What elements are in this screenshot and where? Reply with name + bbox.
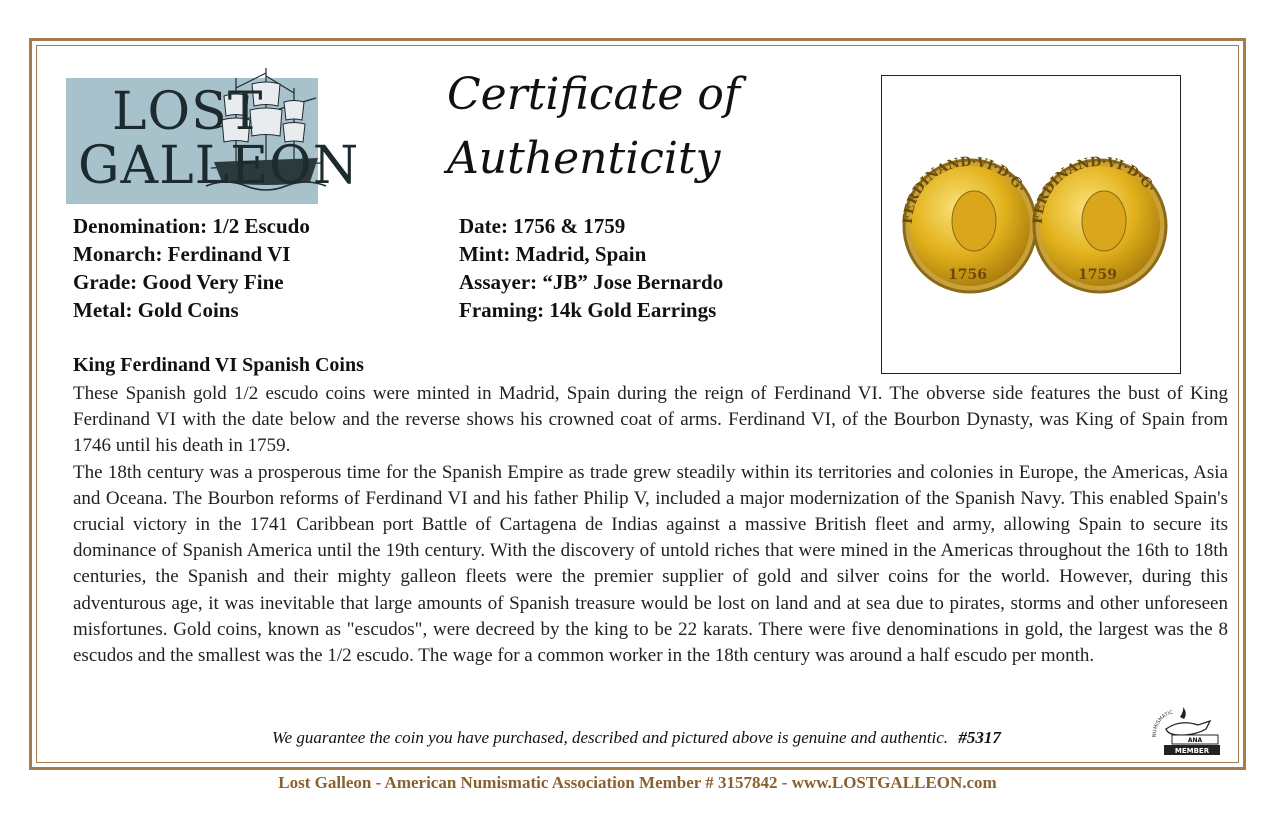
fact-metal: Metal: Gold Coins <box>73 298 239 322</box>
ana-label-bottom: MEMBER <box>1174 747 1210 755</box>
fact-mint: Mint: Madrid, Spain <box>459 242 647 266</box>
logo-text-galleon: GALLEON <box>78 136 360 196</box>
coin-left-date: 1756 <box>948 267 987 283</box>
fact-denomination: Denomination: 1/2 Escudo <box>73 214 310 238</box>
coin-earrings-image <box>882 76 1180 373</box>
title-line-2: Authenticity <box>447 133 721 184</box>
ana-label-top: ANA <box>1187 737 1203 744</box>
fact-framing: Framing: 14k Gold Earrings <box>459 298 717 322</box>
section-heading: King Ferdinand VI Spanish Coins <box>73 354 364 376</box>
ana-lamp-icon <box>1150 707 1222 757</box>
title-line-1: Certificate of <box>447 69 741 120</box>
coin-right-legend: FERDINAND·VI·D·G· <box>1030 154 1159 225</box>
coin-right <box>1031 155 1166 292</box>
fact-assayer: Assayer: “JB” Jose Bernardo <box>459 270 724 294</box>
footer-text: Lost Galleon - American Numismatic Association Member # 3157842 - www.LOSTGALLEON.com <box>278 773 997 792</box>
coin-photo <box>881 75 1181 374</box>
certificate-title <box>447 63 777 191</box>
coin-right-date: 1759 <box>1078 267 1117 283</box>
fact-monarch: Monarch: Ferdinand VI <box>73 242 291 266</box>
certificate-number: #5317 <box>958 728 1001 747</box>
facts-left <box>73 212 310 324</box>
ana-arc-text: NUMISMATIC <box>1151 709 1174 738</box>
guarantee-statement <box>272 728 1001 748</box>
description-body <box>73 381 1228 669</box>
coin-left <box>901 155 1036 292</box>
lost-galleon-logo <box>66 78 360 204</box>
fact-grade: Grade: Good Very Fine <box>73 270 284 294</box>
description-paragraph-1: These Spanish gold 1/2 escudo coins were minted in Madrid, Spain during the reign of Ferdinand VI. The obverse side features the bust of King Ferdinand VI with the date below and the reverse shows his crowned coat of arms. Ferdinand VI, of the Bourbon Dynasty, was King of Spain from 1746 until his death in 1759. <box>73 383 1228 457</box>
guarantee-text: We guarantee the coin you have purchased, described and pictured above is genuine and authentic. <box>272 728 949 747</box>
facts-right <box>459 212 723 324</box>
fact-date: Date: 1756 & 1759 <box>459 214 626 238</box>
description-paragraph-2: The 18th century was a prosperous time for the Spanish Empire as trade grew steadily within its territories and colonies in Europe, the Americas, Asia and Oceana. The Bourbon reforms of Ferdinand VI and his father Philip V, included a major modernization of the Spanish Navy. This enabled Spain's crucial victory in the 1741 Caribbean port Battle of Cartagena de Indias against a massive British fleet and army, allowing Spain to secure its dominance of Spanish America until the 19th century. With the discovery of untold riches that were mined in the Americas throughout the 16th to 18th centuries, the Spanish and their mighty galleon fleets were the premier supplier of gold and silver coins for the world. However, during this adventurous age, it was inevitable that large amounts of Spanish treasure would be lost on land and at sea due to pirates, storms and other unforeseen misfortunes. Gold coins, known as "escudos", were decreed by the king to be 22 karats. There were five denominations in gold, the largest was the 8 escudos and the smallest was the 1/2 escudo. The wage for a common worker in the 18th century was around a half escudo per month. <box>73 461 1228 667</box>
coin-left-legend: FERDINAND·VI·D·G· <box>900 154 1029 225</box>
logo-text-lost: LOST <box>112 82 264 142</box>
